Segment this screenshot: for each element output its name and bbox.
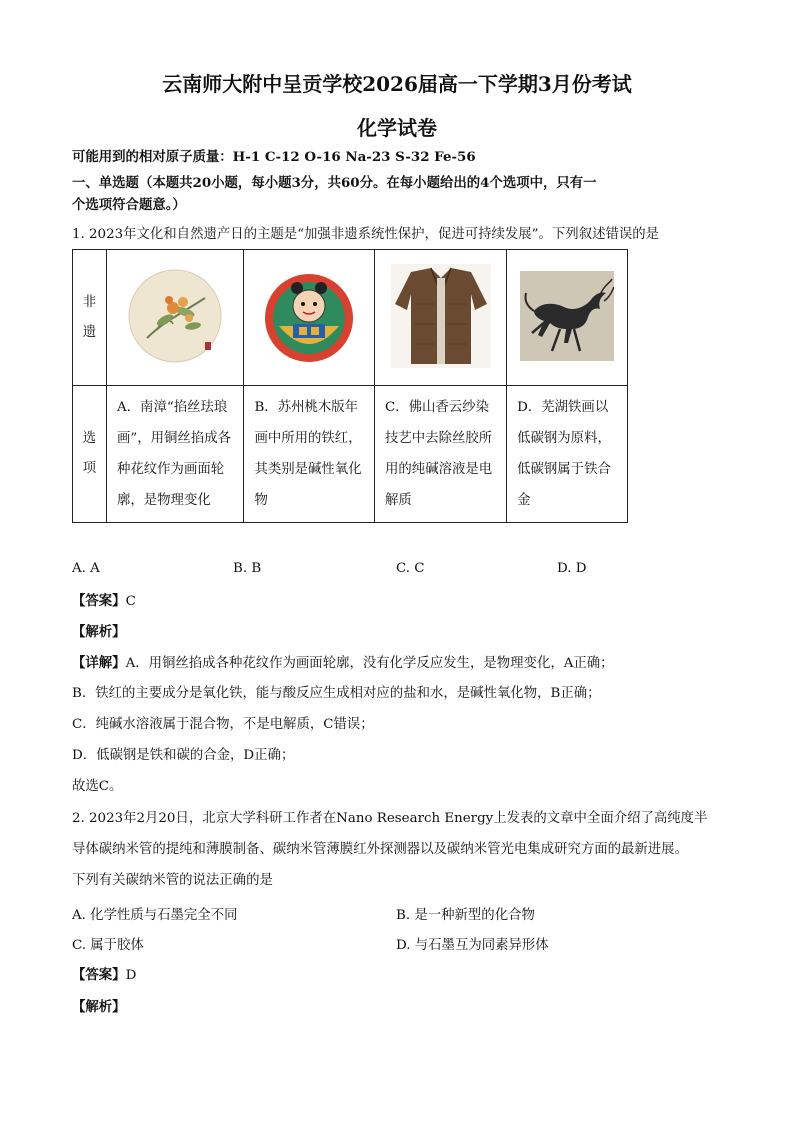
q1-detail-c: C．纯碱水溶液属于混合物，不是电解质，C错误； bbox=[72, 717, 374, 732]
q2-choice-c: C. 属于胶体 bbox=[72, 938, 144, 953]
q1-answer-line bbox=[72, 591, 136, 612]
row-head-options-label: 选项 bbox=[82, 431, 97, 476]
section-heading-line2: 个选项符合题意。） bbox=[72, 197, 186, 213]
image-cell-c bbox=[375, 250, 507, 386]
q1-choice-b: B. B bbox=[233, 561, 262, 576]
row-head-options bbox=[73, 386, 107, 523]
q2-stem-line3: 下列有关碳纳米管的说法正确的是 bbox=[72, 873, 273, 888]
atomic-masses-line: 可能用到的相对原子质量：H-1 C-12 O-16 Na-23 S-32 Fe-56 bbox=[72, 149, 476, 165]
image-cell-a bbox=[107, 250, 244, 386]
q2-stem-line1: 2. 2023年2月20日，北京大学科研工作者在Nano Research Energy上发表的文章中全面介绍了高纯度半 bbox=[72, 811, 708, 826]
iron-painting-horse-image bbox=[520, 271, 614, 361]
q1-analysis-label: 【解析】 bbox=[72, 624, 126, 640]
q2-choice-a: A. 化学性质与石墨完全不同 bbox=[72, 908, 238, 923]
exam-subject-title: 化学试卷 bbox=[357, 116, 437, 140]
q2-stem-line2: 导体碳纳米管的提纯和薄膜制备、碳纳米管薄膜红外探测器以及碳纳米管光电集成研究方面的最新进展。 bbox=[72, 842, 688, 857]
q1-answer-value: C bbox=[125, 594, 136, 609]
q2-answer-line bbox=[72, 965, 136, 986]
new-year-print-image bbox=[259, 266, 359, 366]
q2-answer-value: D bbox=[125, 968, 137, 983]
q1-answer-label: 【答案】 bbox=[72, 593, 126, 609]
q1-choice-a: A. A bbox=[72, 561, 100, 576]
q1-conclusion: 故选C。 bbox=[72, 779, 123, 794]
q1-choice-d: D. D bbox=[557, 561, 587, 576]
q2-choice-d: D. 与石墨互为同素异形体 bbox=[396, 938, 549, 953]
q1-table bbox=[72, 249, 628, 523]
q1-detail-a bbox=[72, 653, 614, 674]
embroidery-flowers-image bbox=[127, 268, 223, 364]
option-b-text: B．苏州桃木版年画中所用的铁红，其类别是碱性氧化物 bbox=[244, 386, 375, 523]
row-head-heritage-label: 非遗 bbox=[82, 294, 97, 340]
option-a-text: A．南漳“掐丝珐琅画”，用铜丝掐成各种花纹作为画面轮廓，是物理变化 bbox=[107, 386, 244, 523]
silk-garment-image bbox=[391, 264, 491, 368]
option-d-text: D．芜湖铁画以低碳钢为原料，低碳钢属于铁合金 bbox=[507, 386, 628, 523]
q1-choice-c: C. C bbox=[396, 561, 425, 576]
q1-detail-d: D．低碳钢是铁和碳的合金，D正确； bbox=[72, 748, 295, 763]
image-cell-b bbox=[244, 250, 375, 386]
q1-detail-b: B．铁红的主要成分是氧化铁，能与酸反应生成相对应的盐和水，是碱性氧化物，B正确； bbox=[72, 686, 601, 701]
q1-image-row bbox=[73, 250, 628, 386]
option-c-text: C．佛山香云纱染技艺中去除丝胶所用的纯碱溶液是电解质 bbox=[375, 386, 507, 523]
q2-answer-label: 【答案】 bbox=[72, 967, 126, 983]
image-cell-d bbox=[507, 250, 628, 386]
q1-detail-label: 【详解】 bbox=[72, 655, 126, 671]
q1-options-row bbox=[73, 386, 628, 523]
q2-choice-b: B. 是一种新型的化合物 bbox=[396, 908, 535, 923]
page-title: 云南师大附中呈贡学校2026届高一下学期3月份考试 bbox=[162, 72, 632, 96]
row-head-heritage bbox=[73, 250, 107, 386]
q1-detail-a-text: A．用铜丝掐成各种花纹作为画面轮廓，没有化学反应发生，是物理变化，A正确； bbox=[125, 656, 614, 671]
section-heading-line1: 一、单选题（本题共20小题，每小题3分，共60分。在每小题给出的4个选项中，只有一 bbox=[72, 175, 597, 191]
q2-analysis-label: 【解析】 bbox=[72, 999, 126, 1015]
q1-stem: 1. 2023年文化和自然遗产日的主题是“加强非遗系统性保护，促进可持续发展”。下列叙述错误的是 bbox=[72, 227, 660, 242]
